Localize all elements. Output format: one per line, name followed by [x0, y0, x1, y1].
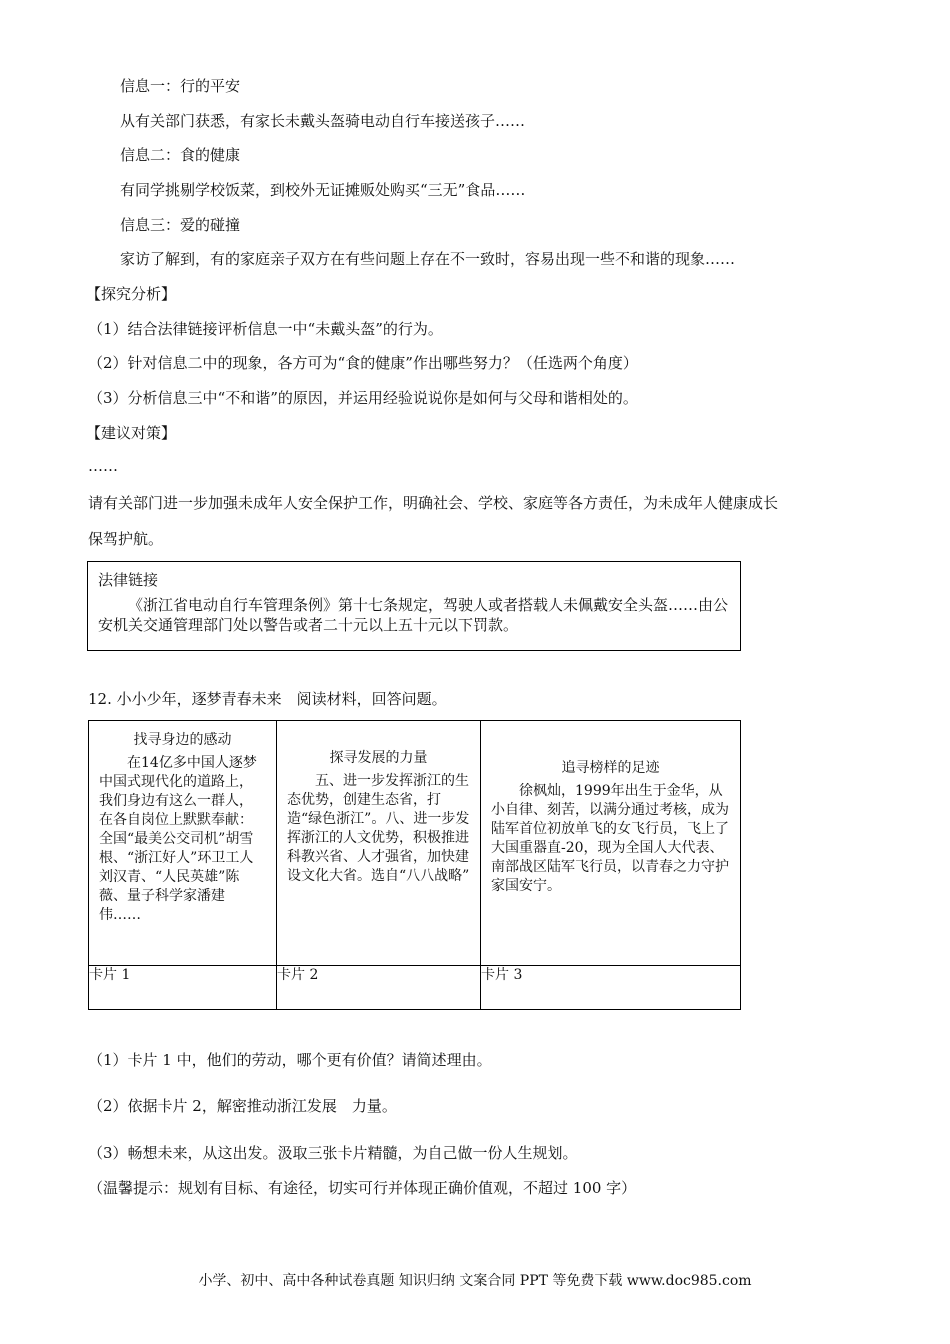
- q12-sub1: （1）卡片 1 中，他们的劳动，哪个更有价值？请简述理由。: [88, 1051, 492, 1069]
- law-link-body: 《浙江省电动自行车管理条例》第十七条规定，驾驶人或者搭载人未佩戴安全头盔……由公安机关交通管理部门处以警告或者二十元以上五十元以下罚款。: [98, 596, 729, 634]
- card-1-body: 在14亿多中国人逐梦中国式现代化的道路上，我们身边有这么一群人，在各自岗位上默默奉献：全国“最美公交司机”胡雪根、“浙江好人”环卫工人刘汉青、“人民英雄”陈薇、量子科学家潘建伟……: [99, 755, 257, 923]
- info1-text: 从有关部门获悉，有家长未戴头盔骑电动自行车接送孩子……: [120, 112, 526, 130]
- cards-table: [88, 720, 741, 1010]
- law-link-title: 法律链接: [98, 571, 159, 589]
- footer-text: 小学、初中、高中各种试卷真题 知识归纳 文案合同 PPT 等免费下载 www.doc985.com: [198, 1273, 752, 1289]
- card-3-body: 徐枫灿，1999年出生于金华，从小自律、刻苦，以满分通过考核，成为陆军首位初放单飞的女飞行员，飞上了大国重器直-20，现为全国人大代表、南部战区陆军飞行员，以青春之力守护家国安宁。: [491, 783, 729, 894]
- q12-sub2: （2）依据卡片 2，解密推动浙江发展 力量。: [88, 1097, 397, 1115]
- card-2-label: 卡片 2: [277, 966, 481, 1010]
- card-2-title: 探寻发展的力量: [329, 750, 428, 766]
- info1-title: 信息一：行的平安: [120, 77, 241, 95]
- analysis-q1: （1）结合法律链接评析信息一中“未戴头盔”的行为。: [88, 320, 443, 338]
- card-1: [89, 721, 277, 966]
- suggest-line2: 保驾护航。: [88, 530, 164, 548]
- q12-tip: （温馨提示：规划有目标、有途径，切实可行并体现正确价值观，不超过 100 字）: [88, 1179, 637, 1197]
- suggest-ellipsis: ……: [88, 457, 118, 475]
- card-3: [481, 721, 741, 966]
- suggest-heading: 【建议对策】: [86, 424, 177, 442]
- card-2-body: 五、进一步发挥浙江的生态优势，创建生态省，打造“绿色浙江”。八、进一步发挥浙江的人文优势，积极推进科教兴省、人才强省，加快建设文化大省。选自“八八战略”: [287, 773, 470, 884]
- analysis-q3: （3）分析信息三中“不和谐”的原因，并运用经验说说你是如何与父母和谐相处的。: [88, 389, 638, 407]
- info3-text: 家访了解到，有的家庭亲子双方在有些问题上存在不一致时，容易出现一些不和谐的现象……: [120, 250, 736, 268]
- analysis-q2: （2）针对信息二中的现象，各方可为“食的健康”作出哪些努力？（任选两个角度）: [88, 354, 638, 372]
- analysis-heading: 【探究分析】: [86, 285, 177, 303]
- law-link-box: [87, 561, 741, 651]
- suggest-line1: 请有关部门进一步加强未成年人安全保护工作，明确社会、学校、家庭等各方责任，为未成年人健康成长: [88, 494, 779, 512]
- question-12-title: 12. 小小少年，逐梦青春未来 阅读材料，回答问题。: [88, 690, 447, 708]
- info3-title: 信息三：爱的碰撞: [120, 216, 241, 234]
- q12-sub3: （3）畅想未来，从这出发。汲取三张卡片精髓，为自己做一份人生规划。: [88, 1144, 578, 1162]
- info2-title: 信息二：食的健康: [120, 146, 241, 164]
- card-3-title: 追寻榜样的足迹: [561, 760, 660, 776]
- info2-text: 有同学挑剔学校饭菜，到校外无证摊贩处购买“三无”食品……: [120, 181, 526, 199]
- card-2: [277, 721, 481, 966]
- card-1-label: 卡片 1: [89, 966, 277, 1010]
- card-3-label: 卡片 3: [481, 966, 741, 1010]
- card-1-title: 找寻身边的感动: [133, 732, 232, 748]
